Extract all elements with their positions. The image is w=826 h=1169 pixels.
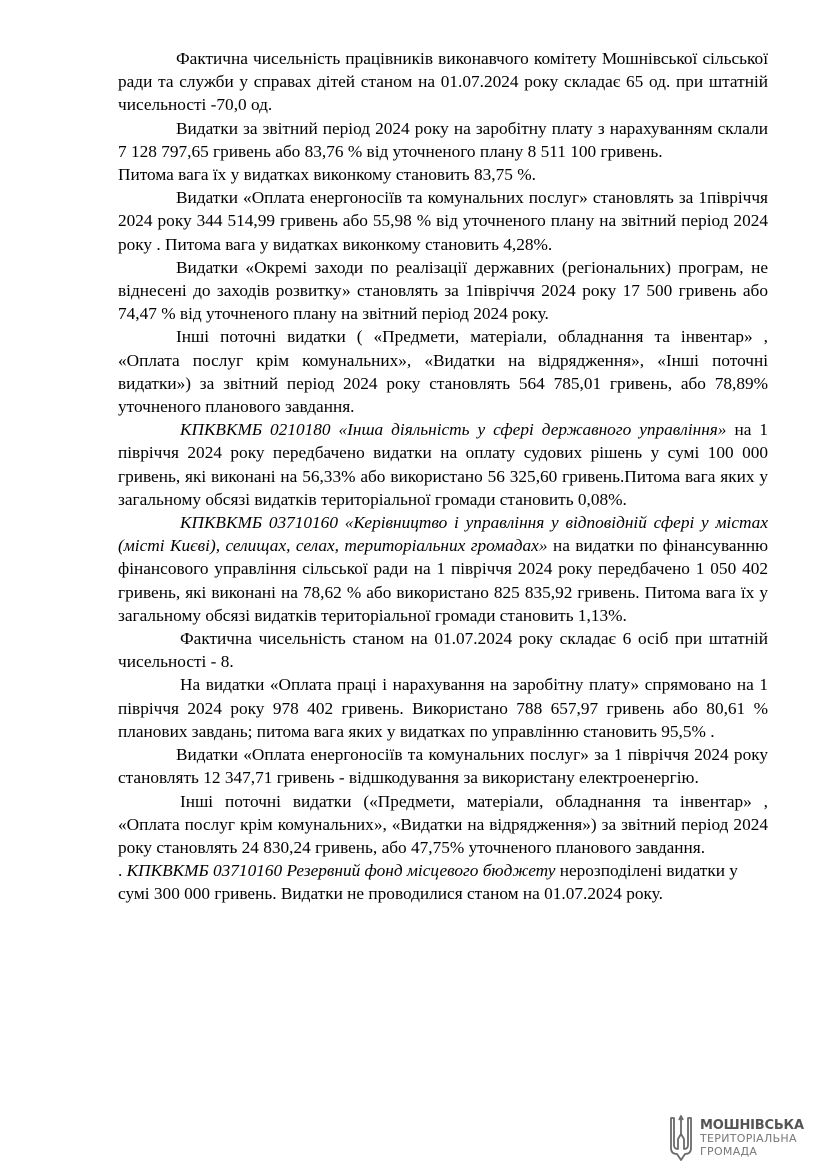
paragraph-text: Видатки «Оплата енергоносіїв та комунальних послуг» становлять за 1півріччя 2024 року 344 514,99 гривень або 55,98 % від уточненого плану на звітний період 2024 року . Питома вага у видатках виконкому становить 4,28%. bbox=[118, 188, 768, 254]
logo-subtitle-2: ГРОМАДА bbox=[700, 1144, 758, 1158]
paragraph bbox=[118, 117, 768, 163]
document-body bbox=[118, 47, 768, 906]
paragraph-text: Питома вага їх у видатках виконкому становить 83,75 %. bbox=[118, 165, 536, 185]
paragraph-text: Фактична чисельність станом на 01.07.2024 року складає 6 осіб при штатній чисельності - 8. bbox=[118, 629, 768, 672]
italic-program-code: КПКВКМБ 03710160 «Керівництво і управління у відповідній сфері у містах (місті Києві), селищах, селах, територіальних громадах» bbox=[118, 513, 768, 556]
italic-program-code: КПКВКМБ 03710160 Резервний фонд місцевого бюджету bbox=[126, 861, 556, 881]
paragraph bbox=[118, 673, 768, 743]
paragraph bbox=[118, 163, 768, 186]
paragraph bbox=[118, 859, 768, 905]
trident-icon bbox=[668, 1114, 694, 1162]
logo-title: МОШНІВСЬКА bbox=[700, 1117, 804, 1133]
paragraph-text: Інші поточні видатки («Предмети, матеріали, обладнання та інвентар» , «Оплата послуг крім комунальних», «Видатки на відрядження») за звітний період 2024 року становлять 24 830,24 гривень, або 47,75% уточненого планового завдання. bbox=[118, 791, 768, 857]
italic-program-code: КПКВКМБ 0210180 «Інша діяльність у сфері державного управління» bbox=[180, 420, 727, 440]
paragraph bbox=[118, 790, 768, 860]
paragraph bbox=[118, 511, 768, 627]
paragraph-text: Інші поточні видатки ( «Предмети, матеріали, обладнання та інвентар» , «Оплата послуг крім комунальних», «Видатки на відрядження», «Інші поточні видатки») за звітний період 2024 року становлять 564 785,01 гривень, або 78,89% уточненого планового завдання. bbox=[118, 327, 768, 417]
paragraph-text: На видатки «Оплата праці і нарахування на заробітну плату» спрямовано на 1 півріччя 2024 року 978 402 гривень. Використано 788 657,97 гривень або 80,61 % планових завдань; питома вага яких у видатках по управлінню становить 95,5% . bbox=[118, 675, 768, 741]
paragraph bbox=[118, 627, 768, 673]
paragraph-text: Видатки «Окремі заходи по реалізації державних (регіональних) програм, не віднесені до заходів розвитку» становлять за 1півріччя 2024 року 17 500 гривень або 74,47 % від уточненого плану на звітний період 2024 року. bbox=[118, 257, 768, 324]
paragraph bbox=[118, 47, 768, 117]
paragraph-text: Видатки за звітний період 2024 року на заробітну плату з нарахуванням склали 7 128 797,65 гривень або 83,76 % від уточненого плану 8 511 100 гривень. bbox=[118, 118, 768, 161]
paragraph-text: Видатки «Оплата енергоносіїв та комунальних послуг» за 1 півріччя 2024 року становлять 12 347,71 гривень - відшкодування за використану електроенергію. bbox=[118, 745, 768, 788]
paragraph-text: . bbox=[118, 861, 127, 881]
paragraph bbox=[118, 418, 768, 511]
paragraph bbox=[118, 325, 768, 418]
logo-subtitle: ТЕРИТОРІАЛЬНА bbox=[700, 1131, 797, 1145]
paragraph bbox=[118, 256, 768, 326]
community-logo bbox=[668, 1112, 808, 1164]
paragraph-text: на 1 півріччя 2024 року передбачено видатки на оплату судових рішень у сумі 100 000 гривень, які виконані на 56,33% або використано 56 325,60 гривень.Питома вага яких у загальному обсязі видатків територіальної громади становить 0,08%. bbox=[118, 420, 768, 509]
paragraph-text: на видатки по фінансуванню фінансового управління сільської ради на 1 півріччя 2024 року передбачено 1 050 402 гривень, які виконані на 78,62 % або використано 825 835,92 гривень. Питома вага їх у загальному обсязі видатків територіальної громади становить 1,13%. bbox=[118, 536, 768, 625]
paragraph-text: Фактична чисельність працівників виконавчого комітету Мошнівської сільської ради та служби у справах дітей станом на 01.07.2024 року складає 65 од. при штатній чисельності -70,0 од. bbox=[118, 49, 768, 115]
paragraph bbox=[118, 743, 768, 789]
paragraph bbox=[118, 186, 768, 256]
paragraph-text: нерозподілені видатки у сумі 300 000 гривень. Видатки не проводилися станом на 01.07.2024 року. bbox=[118, 861, 738, 904]
